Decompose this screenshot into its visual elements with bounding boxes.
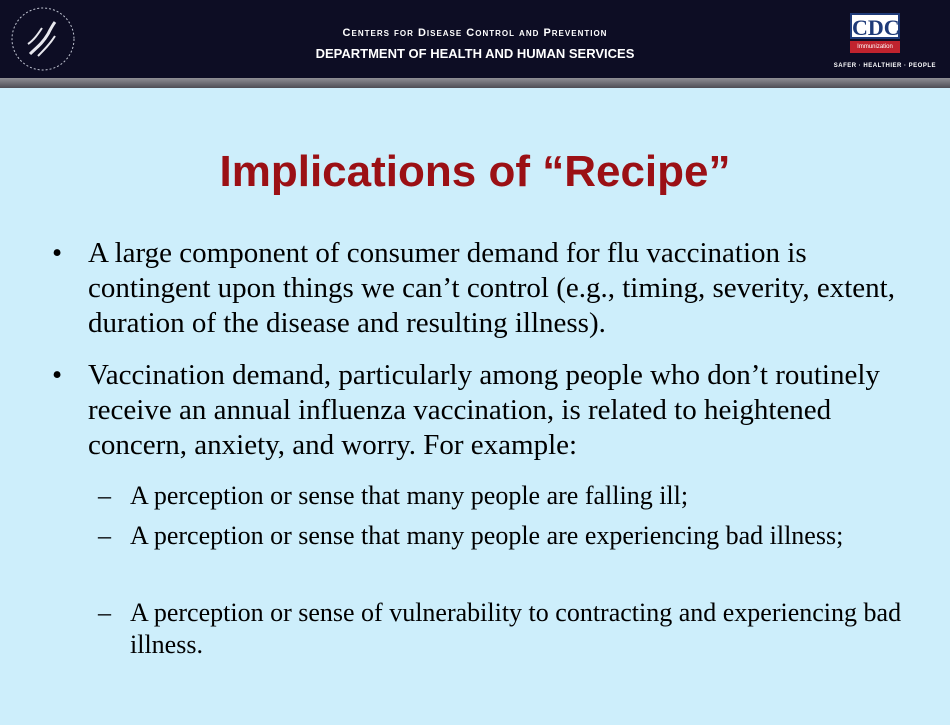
department-name: DEPARTMENT OF HEALTH AND HUMAN SERVICES — [315, 46, 635, 61]
cdc-tagline: SAFER · HEALTHIER · PEOPLE — [833, 63, 936, 69]
header-divider — [0, 78, 950, 88]
sub-bullet-marker: – — [98, 481, 111, 510]
bullet-item: A large component of consumer demand for flu vaccination is contingent upon things we can’t control (e.g., timing, severity, extent, duration of the disease and resulting illness). — [88, 237, 895, 339]
slide-title: Implications of “Recipe” — [219, 147, 731, 196]
bullet-marker: • — [52, 237, 63, 269]
agency-name: Centers for Disease Control and Prevention — [342, 27, 608, 39]
sub-bullet-item: A perception or sense that many people are experiencing bad illness; — [130, 521, 844, 550]
header-bar — [0, 0, 950, 86]
hhs-eagle-seal-icon — [8, 4, 78, 74]
sub-bullet-item: A perception or sense of vulnerability to contracting and experiencing bad illness. — [130, 598, 902, 659]
cdc-logo-subtitle: Immunization — [850, 41, 900, 53]
bullet-item: Vaccination demand, particularly among people who don’t routinely receive an annual influenza vaccination, is related to heightened concern, anxiety, and worry. For example: — [88, 359, 880, 461]
cdc-logo-text: CDC — [852, 15, 900, 40]
cdc-logo — [850, 13, 900, 53]
sub-bullet-item: A perception or sense that many people are falling ill; — [130, 481, 689, 510]
sub-bullet-marker: – — [98, 598, 111, 627]
sub-bullet-marker: – — [98, 521, 111, 550]
bullet-marker: • — [52, 359, 63, 391]
